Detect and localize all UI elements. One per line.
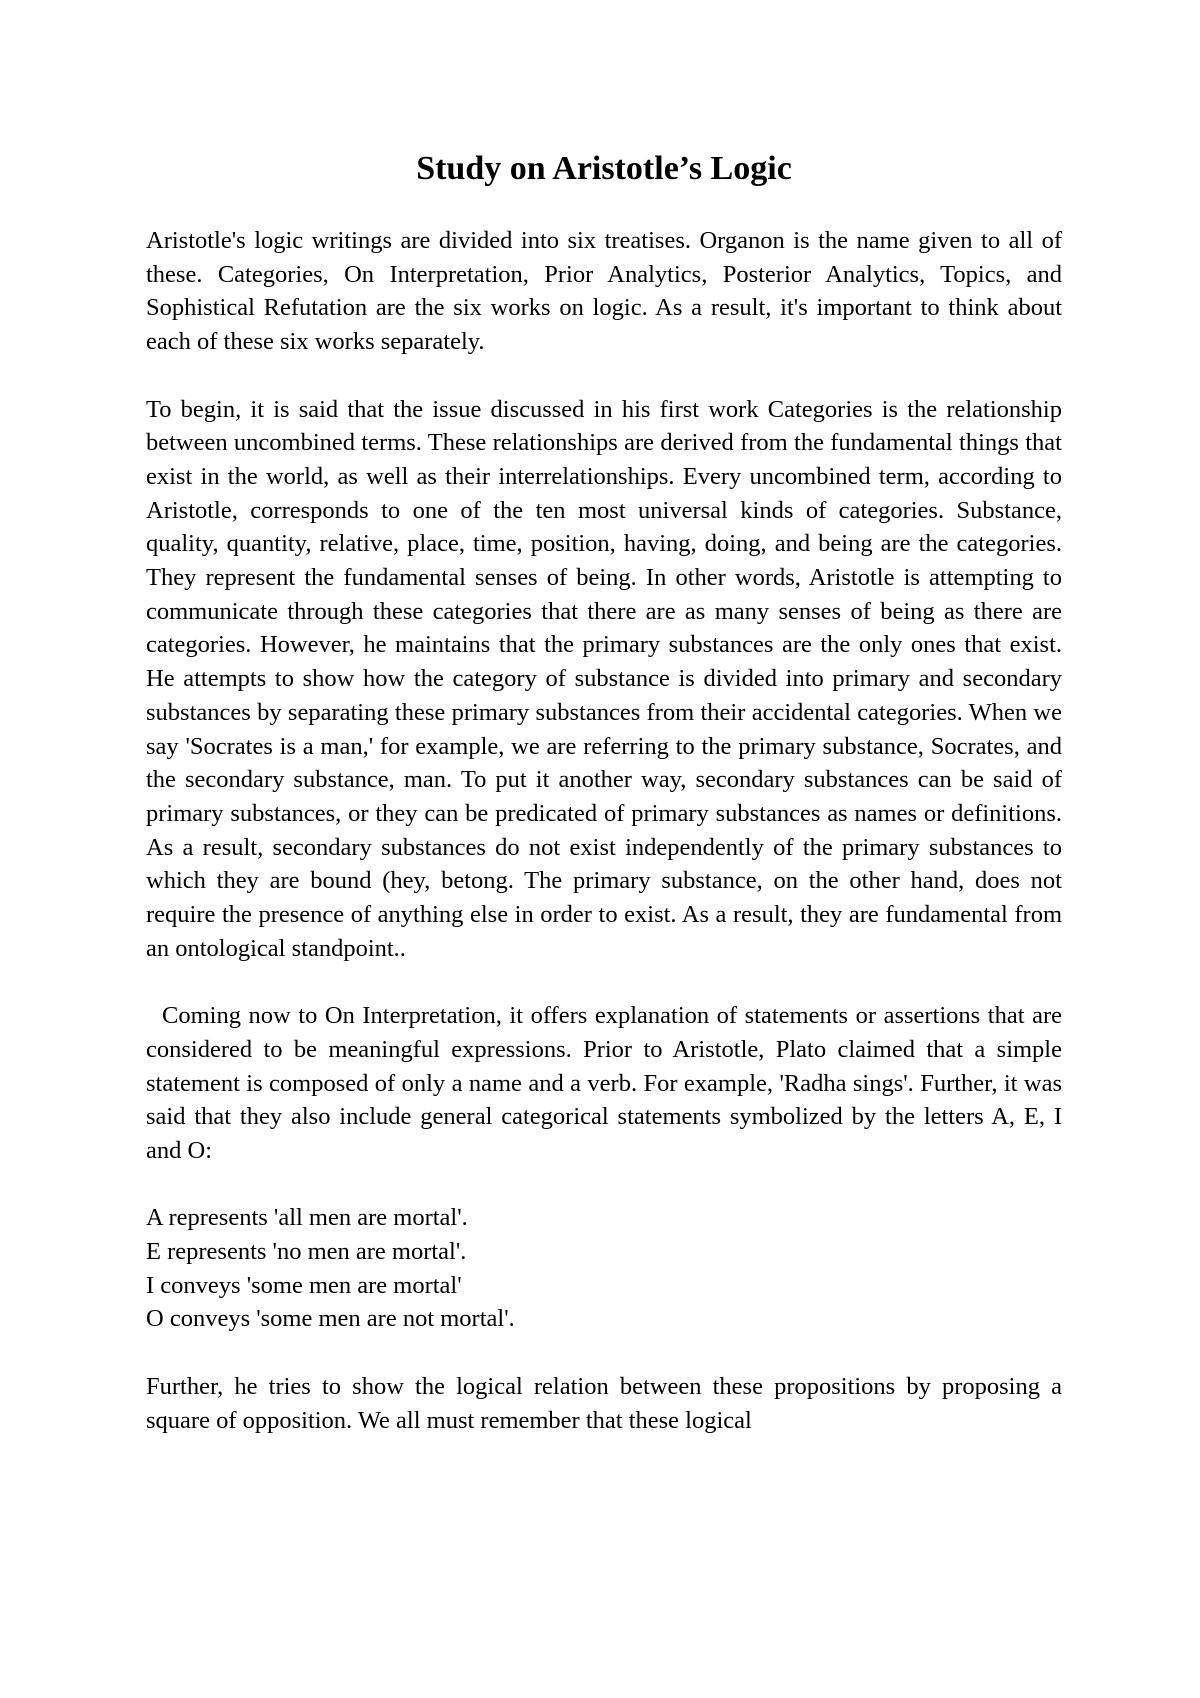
document-body: [146, 224, 1062, 1471]
paragraph-square-of-opposition: Further, he tries to show the logical relation between these propositions by proposing a square of opposition. We all must remember that these logical: [146, 1372, 1062, 1434]
document-title: Study on Aristotle’s Logic: [416, 150, 792, 187]
paragraph-categories: To begin, it is said that the issue discussed in his first work Categories is the relationship between uncombined terms. These relationships are derived from the fundamental things that exist in the world, as well as their interrelationships. Every uncombined term, according to Aristotle, corresponds to one of the ten most universal kinds of categories. Substance, quality, quantity, relative, place, time, position, having, doing, and being are the categories. They represent the fundamental senses of being. In other words, Aristotle is attempting to communicate through these categories that there are as many senses of being as there are categories. However, he maintains that the primary substances are the only ones that exist. He attempts to show how the category of substance is divided into primary and secondary substances by separating these primary substances from their accidental categories. When we say 'Socrates is a man,' for example, we are referring to the primary substance, Socrates, and the secondary substance, man. To put it another way, secondary substances can be said of primary substances, or they can be predicated of primary substances as names or definitions. As a result, secondary substances do not exist independently of the primary substances to which they are bound (hey, betong. The primary substance, on the other hand, does not require the presence of anything else in order to exist. As a result, they are fundamental from an ontological standpoint..: [146, 395, 1062, 962]
proposition-list: [146, 1201, 1062, 1336]
proposition-o: O conveys 'some men are not mortal'.: [146, 1305, 515, 1333]
paragraph-on-interpretation: Coming now to On Interpretation, it offers explanation of statements or assertions that are considered to be meaningful expressions. Prior to Aristotle, Plato claimed that a simple statement is composed of only a name and a verb. For example, 'Radha sings'. Further, it was said that they also include general categorical statements symbolized by the letters A, E, I and O:: [146, 1002, 1062, 1164]
proposition-i: I conveys 'some men are mortal': [146, 1271, 462, 1299]
paragraph-organon: Aristotle's logic writings are divided into six treatises. Organon is the name given to all of these. Categories, On Interpretation, Prior Analytics, Posterior Analytics, Topics, and Sophistical Refutation are the six works on logic. As a result, it's important to think about each of these six works separately.: [146, 227, 1062, 356]
proposition-a: A represents 'all men are mortal'.: [146, 1204, 468, 1232]
proposition-e: E represents 'no men are mortal'.: [146, 1238, 467, 1266]
document-page: [146, 0, 1062, 1698]
